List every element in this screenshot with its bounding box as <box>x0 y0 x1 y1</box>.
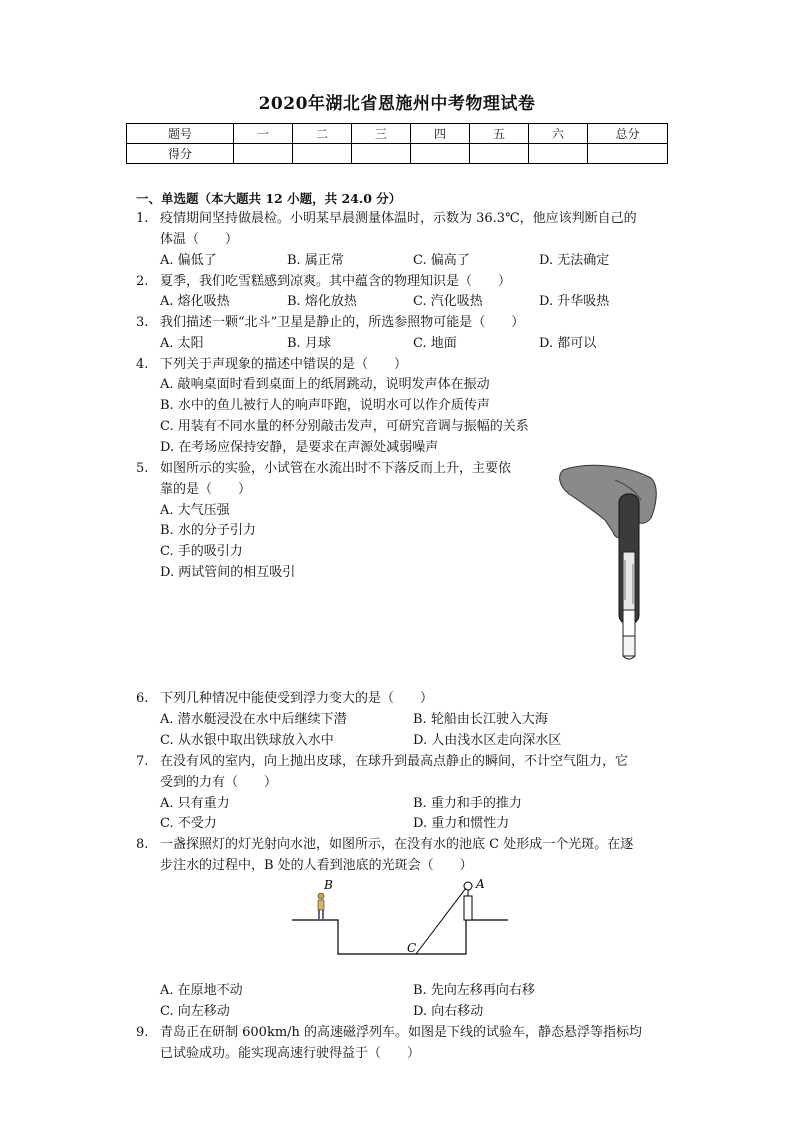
section-heading: 一、单选题（本大题共 12 小题，共 24.0 分） <box>136 191 402 206</box>
option: A. 偏低了 <box>160 253 217 268</box>
option: D. 人由浅水区走向深水区 <box>413 733 562 748</box>
option: C. 地面 <box>413 336 457 351</box>
option: A. 敲响桌面时看到桌面上的纸屑跳动，说明发声体在振动 <box>160 377 490 392</box>
score-table-row-header <box>127 124 668 144</box>
label-b: B <box>324 878 333 892</box>
question-text: 夏季，我们吃雪糕感到凉爽。其中蕴含的物理知识是（ ） <box>160 274 512 289</box>
option: C. 从水银中取出铁球放入水中 <box>160 733 334 748</box>
question-number: 6. <box>136 691 149 706</box>
question-text: 一盏探照灯的灯光射向水池，如图所示，在没有水的池底 C 处形成一个光斑。在逐 <box>160 837 634 852</box>
table-cell <box>529 144 588 164</box>
question-text: 如图所示的实验，小试管在水流出时不下落反而上升，主要依 <box>160 461 512 476</box>
table-cell <box>234 144 293 164</box>
table-cell: 题号 <box>127 124 234 144</box>
option: C. 用装有不同水量的杯分别敲击发声，可研究音调与振幅的关系 <box>160 419 529 434</box>
option: B. 月球 <box>287 336 331 351</box>
pool-diagram <box>290 876 510 958</box>
question-text: 步注水的过程中，B 处的人看到池底的光斑会（ ） <box>160 858 473 873</box>
table-cell: 五 <box>470 124 529 144</box>
question-text: 青岛正在研制 600km/h 的高速磁浮列车。如图是下线的试验车，静态悬浮等指标均 <box>160 1025 643 1040</box>
question-text: 下列关于声现象的描述中错误的是（ ） <box>160 357 408 372</box>
question-number: 7. <box>136 754 149 769</box>
question-number: 2. <box>136 274 149 289</box>
table-cell: 一 <box>234 124 293 144</box>
option: A. 只有重力 <box>160 796 230 811</box>
score-table <box>126 123 668 164</box>
label-a: A <box>476 877 485 891</box>
table-cell: 四 <box>411 124 470 144</box>
option: B. 熔化放热 <box>287 294 357 309</box>
question-text: 体温（ ） <box>160 232 239 247</box>
table-cell <box>352 144 411 164</box>
option: C. 不受力 <box>160 816 217 831</box>
table-cell: 得分 <box>127 144 234 164</box>
option: D. 无法确定 <box>539 253 610 268</box>
table-cell: 六 <box>529 124 588 144</box>
option: B. 轮船由长江驶入大海 <box>413 712 548 727</box>
question-text: 已试验成功。能实现高速行驶得益于（ ） <box>160 1046 421 1061</box>
question-text: 下列几种情况中能使受到浮力变大的是（ ） <box>160 691 434 706</box>
label-c: C <box>407 941 417 955</box>
test-tube-figure <box>555 460 665 665</box>
table-cell: 二 <box>293 124 352 144</box>
question-number: 1. <box>136 211 149 226</box>
question-text: 受到的力有（ ） <box>160 775 278 790</box>
option: D. 向右移动 <box>413 1004 484 1019</box>
option: D. 在考场应保持安静，是要求在声源处减弱噪声 <box>160 440 439 455</box>
table-cell <box>411 144 470 164</box>
option: C. 汽化吸热 <box>413 294 483 309</box>
option: B. 属正常 <box>287 253 344 268</box>
option: B. 水中的鱼儿被行人的响声吓跑，说明水可以作介质传声 <box>160 398 490 413</box>
table-cell <box>293 144 352 164</box>
option: C. 手的吸引力 <box>160 544 243 559</box>
option: D. 两试管间的相互吸引 <box>160 565 296 580</box>
table-cell <box>588 144 668 164</box>
question-text: 靠的是（ ） <box>160 482 252 497</box>
option: D. 都可以 <box>539 336 597 351</box>
option: A. 大气压强 <box>160 503 230 518</box>
option: B. 重力和手的推力 <box>413 796 522 811</box>
question-number: 4. <box>136 357 149 372</box>
page-title: 2020年湖北省恩施州中考物理试卷 <box>258 94 536 114</box>
option: A. 熔化吸热 <box>160 294 230 309</box>
option: D. 升华吸热 <box>539 294 610 309</box>
question-number: 3. <box>136 315 149 330</box>
question-text: 我们描述一颗“北斗”卫星是静止的，所选参照物可能是（ ） <box>160 315 525 330</box>
option: C. 偏高了 <box>413 253 470 268</box>
question-number: 9. <box>136 1025 149 1040</box>
score-table-row-score <box>127 144 668 164</box>
table-cell: 总分 <box>588 124 668 144</box>
question-text: 在没有风的室内，向上抛出皮球，在球升到最高点静止的瞬间，不计空气阻力，它 <box>160 754 629 769</box>
question-number: 8. <box>136 837 149 852</box>
table-cell <box>470 144 529 164</box>
table-cell: 三 <box>352 124 411 144</box>
option: A. 太阳 <box>160 336 204 351</box>
option: A. 潜水艇浸没在水中后继续下潜 <box>160 712 347 727</box>
option: C. 向左移动 <box>160 1004 230 1019</box>
option: B. 先向左移再向右移 <box>413 983 535 998</box>
question-number: 5. <box>136 461 149 476</box>
question-text: 疫情期间坚持做晨检。小明某早晨测量体温时，示数为 36.3℃，他应该判断自己的 <box>160 211 637 226</box>
option: B. 水的分子引力 <box>160 523 256 538</box>
option: D. 重力和惯性力 <box>413 816 510 831</box>
option: A. 在原地不动 <box>160 983 243 998</box>
